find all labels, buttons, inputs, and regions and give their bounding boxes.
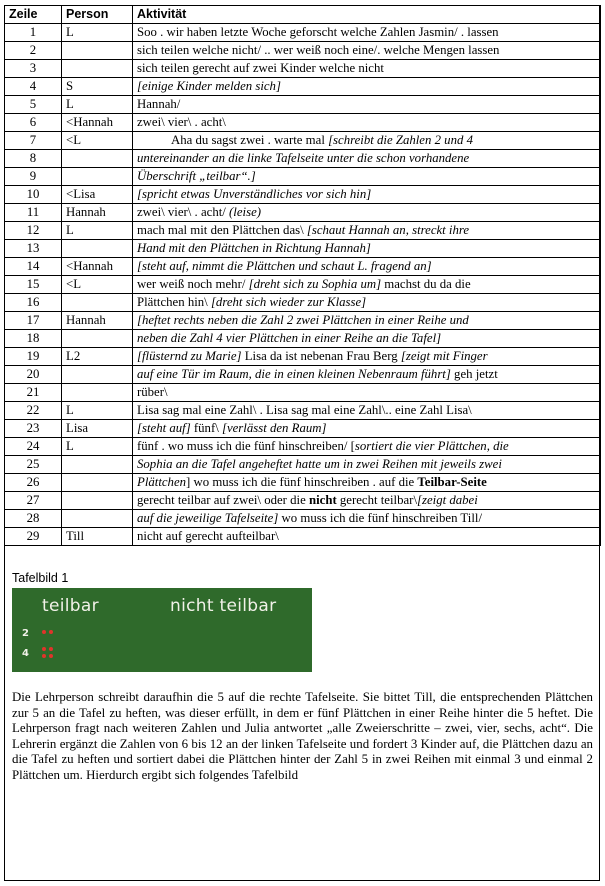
line-number: 14	[5, 258, 62, 276]
line-number: 6	[5, 114, 62, 132]
annotation-text: [schaut Hannah an, streckt ihre	[306, 223, 470, 237]
activity-text	[133, 78, 601, 96]
activity-text	[133, 420, 601, 438]
utterance-text: zwei\ vier\ . acht/	[137, 205, 230, 219]
speaker: L	[62, 24, 133, 42]
utterance-text: Soo . wir haben letzte Woche geforscht welche Zahlen Jasmin/ . lassen	[137, 25, 499, 39]
activity-text	[133, 348, 601, 366]
table-row	[5, 348, 601, 366]
table-row	[5, 474, 601, 492]
speaker	[62, 168, 133, 186]
table-row	[5, 222, 601, 240]
table-row	[5, 402, 601, 420]
tile-dot	[49, 630, 53, 634]
speaker	[62, 60, 133, 78]
tile-dot	[49, 654, 53, 658]
speaker: <Hannah	[62, 258, 133, 276]
line-number: 26	[5, 474, 62, 492]
annotation-text: [dreht sich zu Sophia um]	[248, 277, 382, 291]
line-number: 12	[5, 222, 62, 240]
annotation-text: (leise)	[229, 205, 262, 219]
line-number: 15	[5, 276, 62, 294]
table-row	[5, 132, 601, 150]
transcript-table	[4, 5, 601, 546]
annotation-text: [dreht sich wieder zur Klasse]	[210, 295, 367, 309]
tile-dot	[42, 630, 46, 634]
utterance-text: Aha du sagst zwei . warte mal	[171, 133, 329, 147]
board-heading-teilbar: teilbar	[42, 596, 99, 616]
emphasis-text: nicht	[308, 493, 337, 507]
activity-text	[133, 96, 601, 114]
table-row	[5, 204, 601, 222]
board-heading-nicht-teilbar: nicht teilbar	[170, 596, 277, 616]
line-number: 4	[5, 78, 62, 96]
utterance-text: zwei\ vier\ . acht\	[137, 115, 226, 129]
table-row	[5, 276, 601, 294]
utterance-text: sich teilen gerecht auf zwei Kinder welche nicht	[137, 61, 384, 75]
line-number: 21	[5, 384, 62, 402]
table-row	[5, 24, 601, 42]
utterance-text: fünf . wo muss ich die fünf hinschreiben/ [	[137, 439, 355, 453]
activity-text	[133, 42, 601, 60]
table-row	[5, 258, 601, 276]
line-number: 5	[5, 96, 62, 114]
line-number: 3	[5, 60, 62, 78]
speaker: Hannah	[62, 204, 133, 222]
speaker: <L	[62, 276, 133, 294]
speaker: Lisa	[62, 420, 133, 438]
activity-text	[133, 114, 601, 132]
utterance-text: Hannah/	[137, 97, 181, 111]
line-number: 9	[5, 168, 62, 186]
activity-text	[133, 186, 601, 204]
speaker: Till	[62, 528, 133, 546]
activity-text	[133, 366, 601, 384]
line-number: 1	[5, 24, 62, 42]
activity-text	[133, 60, 601, 78]
table-row	[5, 510, 601, 528]
annotation-text: Überschrift „teilbar“.]	[137, 169, 256, 183]
line-number: 23	[5, 420, 62, 438]
activity-text	[133, 528, 601, 546]
utterance-text: gerecht teilbar auf zwei\ oder die	[137, 493, 309, 507]
speaker	[62, 330, 133, 348]
activity-text	[133, 258, 601, 276]
annotation-text: auf eine Tür im Raum, die in einen kleinen Nebenraum führt]	[137, 367, 451, 381]
speaker: L	[62, 96, 133, 114]
speaker	[62, 510, 133, 528]
line-number: 8	[5, 150, 62, 168]
speaker	[62, 150, 133, 168]
utterance-text: rüber\	[137, 385, 168, 399]
header-zeile: Zeile	[5, 6, 62, 24]
tile-dot	[42, 647, 46, 651]
table-row	[5, 528, 601, 546]
tile-dot	[49, 647, 53, 651]
annotation-text: [steht auf]	[137, 421, 191, 435]
annotation-text: Hand mit den Plättchen in Richtung Hannah]	[137, 241, 371, 255]
figure-caption: Tafelbild 1	[12, 571, 69, 585]
speaker	[62, 240, 133, 258]
table-row	[5, 420, 601, 438]
header-person: Person	[62, 6, 133, 24]
line-number: 2	[5, 42, 62, 60]
annotation-text: [schreibt die Zahlen 2 und 4	[328, 133, 473, 147]
line-number: 20	[5, 366, 62, 384]
activity-text	[133, 330, 601, 348]
speaker: <Lisa	[62, 186, 133, 204]
speaker	[62, 384, 133, 402]
speaker	[62, 366, 133, 384]
activity-text	[133, 132, 601, 150]
table-row	[5, 312, 601, 330]
speaker	[62, 474, 133, 492]
annotation-text: [flüsternd zu Marie]	[137, 349, 242, 363]
speaker	[62, 294, 133, 312]
annotation-text: Sophia an die Tafel angeheftet hatte um in zwei Reihen mit jeweils zwei	[137, 457, 502, 471]
activity-text	[133, 312, 601, 330]
speaker	[62, 456, 133, 474]
speaker: <Hannah	[62, 114, 133, 132]
utterance-text: mach mal mit den Plättchen das\	[137, 223, 307, 237]
activity-text	[133, 24, 601, 42]
speaker: Hannah	[62, 312, 133, 330]
table-row	[5, 150, 601, 168]
utterance-text: wer weiß noch mehr/	[137, 277, 249, 291]
activity-text	[133, 240, 601, 258]
line-number: 28	[5, 510, 62, 528]
table-row	[5, 78, 601, 96]
table-row	[5, 384, 601, 402]
speaker	[62, 492, 133, 510]
line-number: 29	[5, 528, 62, 546]
line-number: 18	[5, 330, 62, 348]
line-number: 7	[5, 132, 62, 150]
line-number: 27	[5, 492, 62, 510]
speaker: L2	[62, 348, 133, 366]
annotation-text: [zeigt mit Finger	[400, 349, 488, 363]
activity-text	[133, 150, 601, 168]
annotation-text: [einige Kinder melden sich]	[137, 79, 281, 93]
annotation-text: untereinander an die linke Tafelseite unter die schon vorhandene	[137, 151, 470, 165]
activity-text	[133, 276, 601, 294]
line-number: 25	[5, 456, 62, 474]
line-number: 24	[5, 438, 62, 456]
activity-text	[133, 510, 601, 528]
table-row	[5, 492, 601, 510]
annotation-text: sortiert die vier Plättchen, die	[354, 439, 509, 453]
table-row	[5, 60, 601, 78]
annotation-text: [zeigt dabei	[417, 493, 478, 507]
table-row	[5, 294, 601, 312]
board-number: 2	[22, 628, 29, 639]
table-row	[5, 456, 601, 474]
table-row	[5, 186, 601, 204]
annotation-text: [verlässt den Raum]	[221, 421, 327, 435]
line-number: 10	[5, 186, 62, 204]
activity-text	[133, 402, 601, 420]
line-number: 11	[5, 204, 62, 222]
speaker: S	[62, 78, 133, 96]
annotation-text: Plättchen	[137, 475, 187, 489]
body-paragraph: Die Lehrperson schreibt daraufhin die 5 auf die rechte Tafelseite. Sie bittet Till, die entsprechenden Plättchen zur 5 an die Tafel zu heften, was dieser erfüllt, in dem er fünf Plättchen in einer Reihe hinter die 5 heftet. Die Lehrperson fragt nach weiteren Zahlen und Julia antwortet „alle Zweierschritte – zwei, vier, sechs, acht“. Die Lehrerin ergänzt die Zahlen von 6 bis 12 an der linken Tafelseite und fordert 3 Kinder auf, die Plättchen dazu an die Tafel zu heften und sortiert dabei die Plättchen hinter der Zahl 5 in zwei Reihen mit einmal 3 und einmal 2 Plättchen um. Hierdurch ergibt sich folgendes Tafelbild	[12, 690, 593, 782]
chalkboard	[12, 588, 312, 672]
table-row	[5, 96, 601, 114]
utterance-text: machst du da die	[381, 277, 471, 291]
speaker: L	[62, 222, 133, 240]
utterance-text: ] wo muss ich die fünf hinschreiben . auf die	[186, 475, 418, 489]
activity-text	[133, 456, 601, 474]
table-row	[5, 438, 601, 456]
annotation-text: [spricht etwas Unverständliches vor sich hin]	[137, 187, 372, 201]
header-aktivitaet: Aktivität	[133, 6, 601, 24]
utterance-text: fünf\	[190, 421, 222, 435]
line-number: 17	[5, 312, 62, 330]
activity-text	[133, 168, 601, 186]
board-number: 4	[22, 648, 29, 659]
utterance-text: geh jetzt	[450, 367, 498, 381]
activity-text	[133, 222, 601, 240]
line-number: 13	[5, 240, 62, 258]
annotation-text: auf die jeweilige Tafelseite]	[137, 511, 279, 525]
table-row	[5, 114, 601, 132]
line-number: 22	[5, 402, 62, 420]
activity-text	[133, 294, 601, 312]
speaker	[62, 42, 133, 60]
table-row	[5, 240, 601, 258]
line-number: 19	[5, 348, 62, 366]
annotation-text: [steht auf, nimmt die Plättchen und schaut L. fragend an]	[137, 259, 432, 273]
speaker: L	[62, 402, 133, 420]
emphasis-text: Teilbar-Seite	[417, 475, 487, 489]
utterance-text: Plättchen hin\	[137, 295, 211, 309]
utterance-text: wo muss ich die fünf hinschreiben Till/	[278, 511, 483, 525]
utterance-text: Lisa da ist nebenan Frau Berg	[241, 349, 401, 363]
table-row	[5, 330, 601, 348]
speaker: L	[62, 438, 133, 456]
table-row	[5, 366, 601, 384]
activity-text	[133, 204, 601, 222]
utterance-text: Lisa sag mal eine Zahl\ . Lisa sag mal eine Zahl\.. eine Zahl Lisa\	[137, 403, 472, 417]
activity-text	[133, 384, 601, 402]
activity-text	[133, 474, 601, 492]
activity-text	[133, 438, 601, 456]
line-number: 16	[5, 294, 62, 312]
utterance-text: nicht auf gerecht aufteilbar\	[137, 529, 279, 543]
activity-text	[133, 492, 601, 510]
table-header-row	[5, 6, 601, 24]
table-row	[5, 168, 601, 186]
utterance-text: sich teilen welche nicht/ .. wer weiß noch eine/. welche Mengen lassen	[137, 43, 500, 57]
table-row	[5, 42, 601, 60]
tile-dot	[42, 654, 46, 658]
annotation-text: neben die Zahl 4 vier Plättchen in einer Reihe an die Tafel]	[137, 331, 442, 345]
transcript-body	[5, 24, 601, 546]
speaker: <L	[62, 132, 133, 150]
annotation-text: [heftet rechts neben die Zahl 2 zwei Plättchen in einer Reihe und	[137, 313, 469, 327]
utterance-text: gerecht teilbar\	[336, 493, 417, 507]
